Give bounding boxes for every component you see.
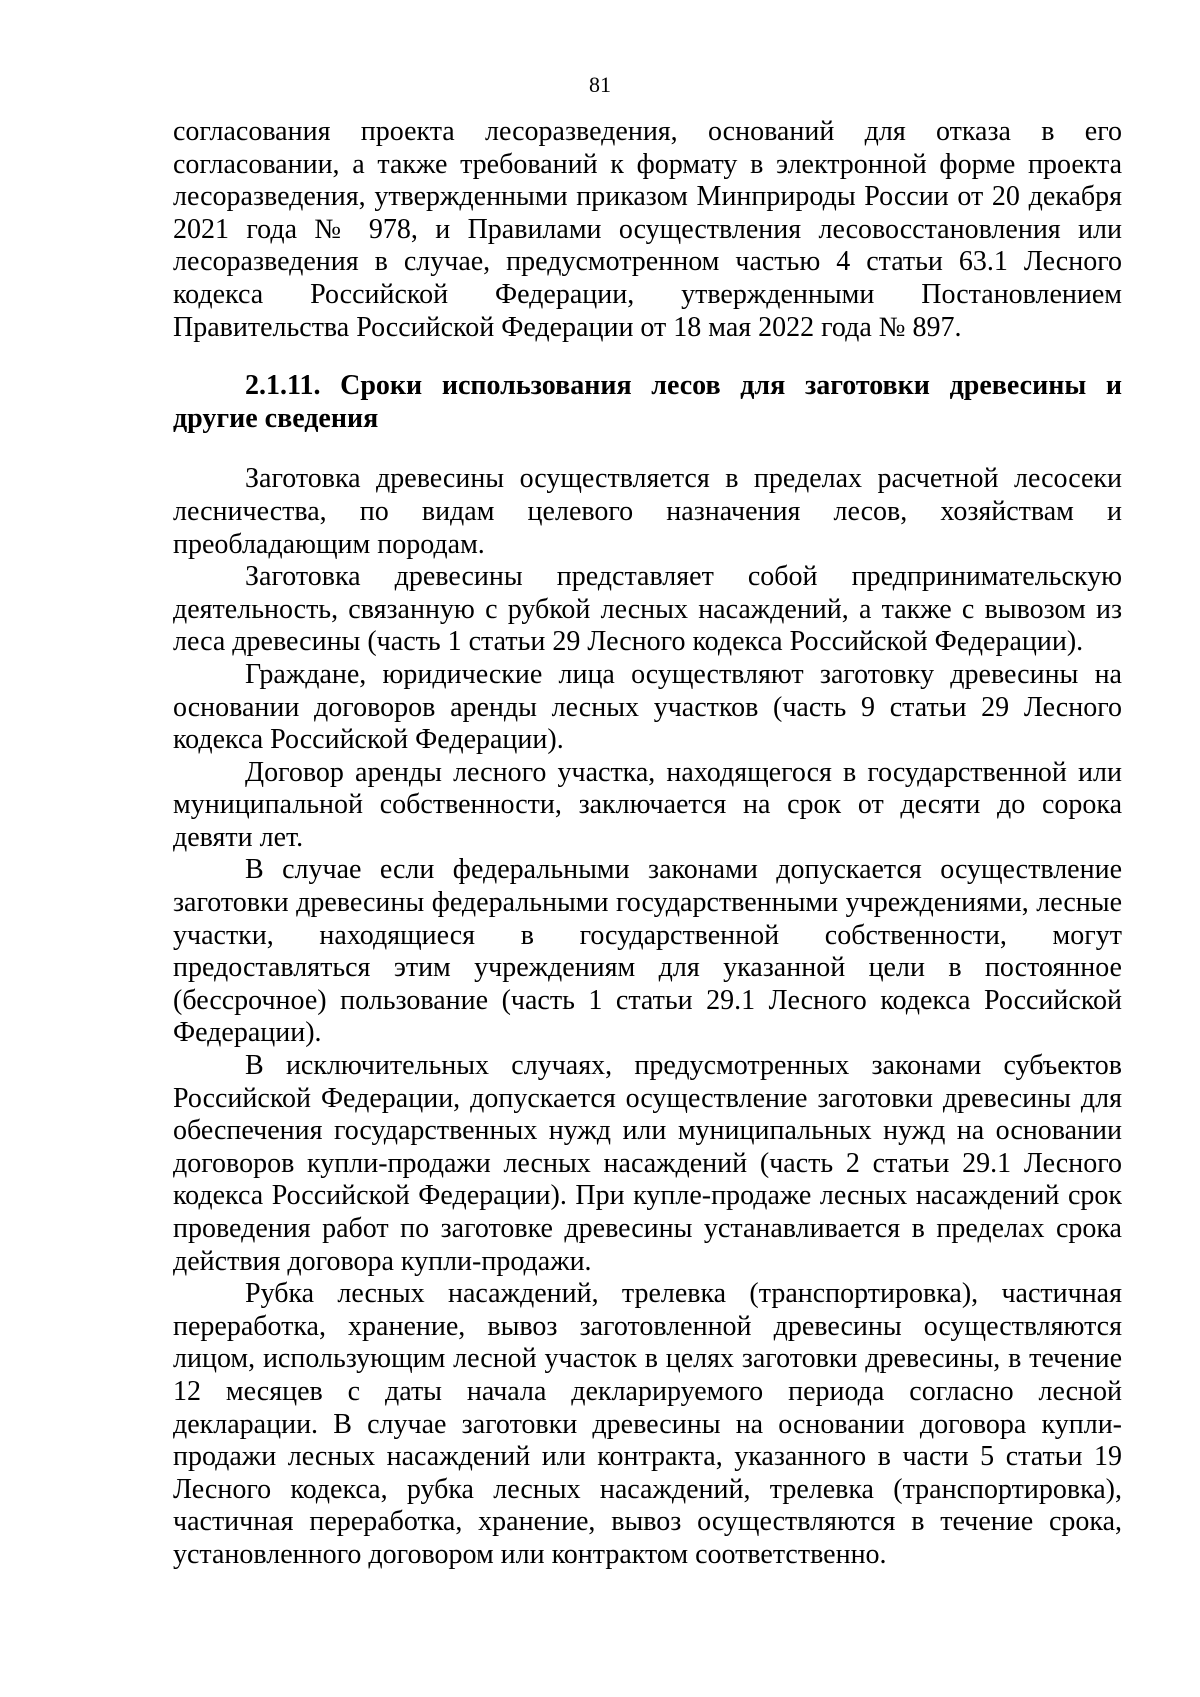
body-paragraph: Договор аренды лесного участка, находящегося в государственной или муниципальной собственности, заключается на срок от десяти до сорока девяти лет. xyxy=(173,756,1122,853)
body-paragraph: В исключительных случаях, предусмотренных законами субъектов Российской Федерации, допускается осуществление заготовки древесины для обеспечения государственных нужд или муниципальных нужд на основании договоров купли-продажи лесных насаждений (часть 2 статьи 29.1 Лесного кодекса Российской Федерации). При купле-продаже лесных насаждений срок проведения работ по заготовке древесины устанавливается в пределах срока действия договора купли-продажи. xyxy=(173,1050,1122,1277)
body-paragraph: В случае если федеральными законами допускается осуществление заготовки древесины федеральными государственными учреждениями, лесные участки, находящиеся в государственной собственности, могут предоставляться этим учреждениям для указанной цели в постоянное (бессрочное) пользование (часть 1 статьи 29.1 Лесного кодекса Российской Федерации). xyxy=(173,854,1122,1049)
body-paragraph: Заготовка древесины осуществляется в пределах расчетной лесосеки лесничества, по видам целевого назначения лесов, хозяйствам и преобладающим породам. xyxy=(173,463,1122,560)
body-paragraph: Рубка лесных насаждений, трелевка (транспортировка), частичная переработка, хранение, вывоз заготовленной древесины осуществляются лицом, использующим лесной участок в целях заготовки древесины, в течение 12 месяцев с даты начала декларируемого периода согласно лесной декларации. В случае заготовки древесины на основании договора купли-продажи лесных насаждений или контракта, указанного в части 5 статьи 19 Лесного кодекса, рубка лесных насаждений, трелевка (транспортировка), частичная переработка, хранение, вывоз осуществляются в течение срока, установленного договором или контрактом соответственно. xyxy=(173,1278,1122,1570)
section-heading: 2.1.11. Сроки использования лесов для заготовки древесины и другие сведения xyxy=(173,370,1122,434)
page-number: 81 xyxy=(589,72,611,97)
body-paragraph: Граждане, юридические лица осуществляют заготовку древесины на основании договоров аренды лесных участков (часть 9 статьи 29 Лесного кодекса Российской Федерации). xyxy=(173,658,1122,756)
body-paragraph: Заготовка древесины представляет собой предпринимательскую деятельность, связанную с рубкой лесных насаждений, а также с вывозом из леса древесины (часть 1 статьи 29 Лесного кодекса Российской Федерации). xyxy=(173,561,1122,658)
intro-paragraph: согласования проекта лесоразведения, оснований для отказа в его согласовании, а также требований к формату в электронной форме проекта лесоразведения, утвержденными приказом Минприроды России от 20 декабря 2021 года № 978, и Правилами осуществления лесовосстановления или лесоразведения в случае, предусмотренном частью 4 статьи 63.1 Лесного кодекса Российской Федерации, утвержденными Постановлением Правительства Российской Федерации от 18 мая 2022 года № 897. xyxy=(173,116,1122,343)
document-body xyxy=(173,116,1122,1572)
